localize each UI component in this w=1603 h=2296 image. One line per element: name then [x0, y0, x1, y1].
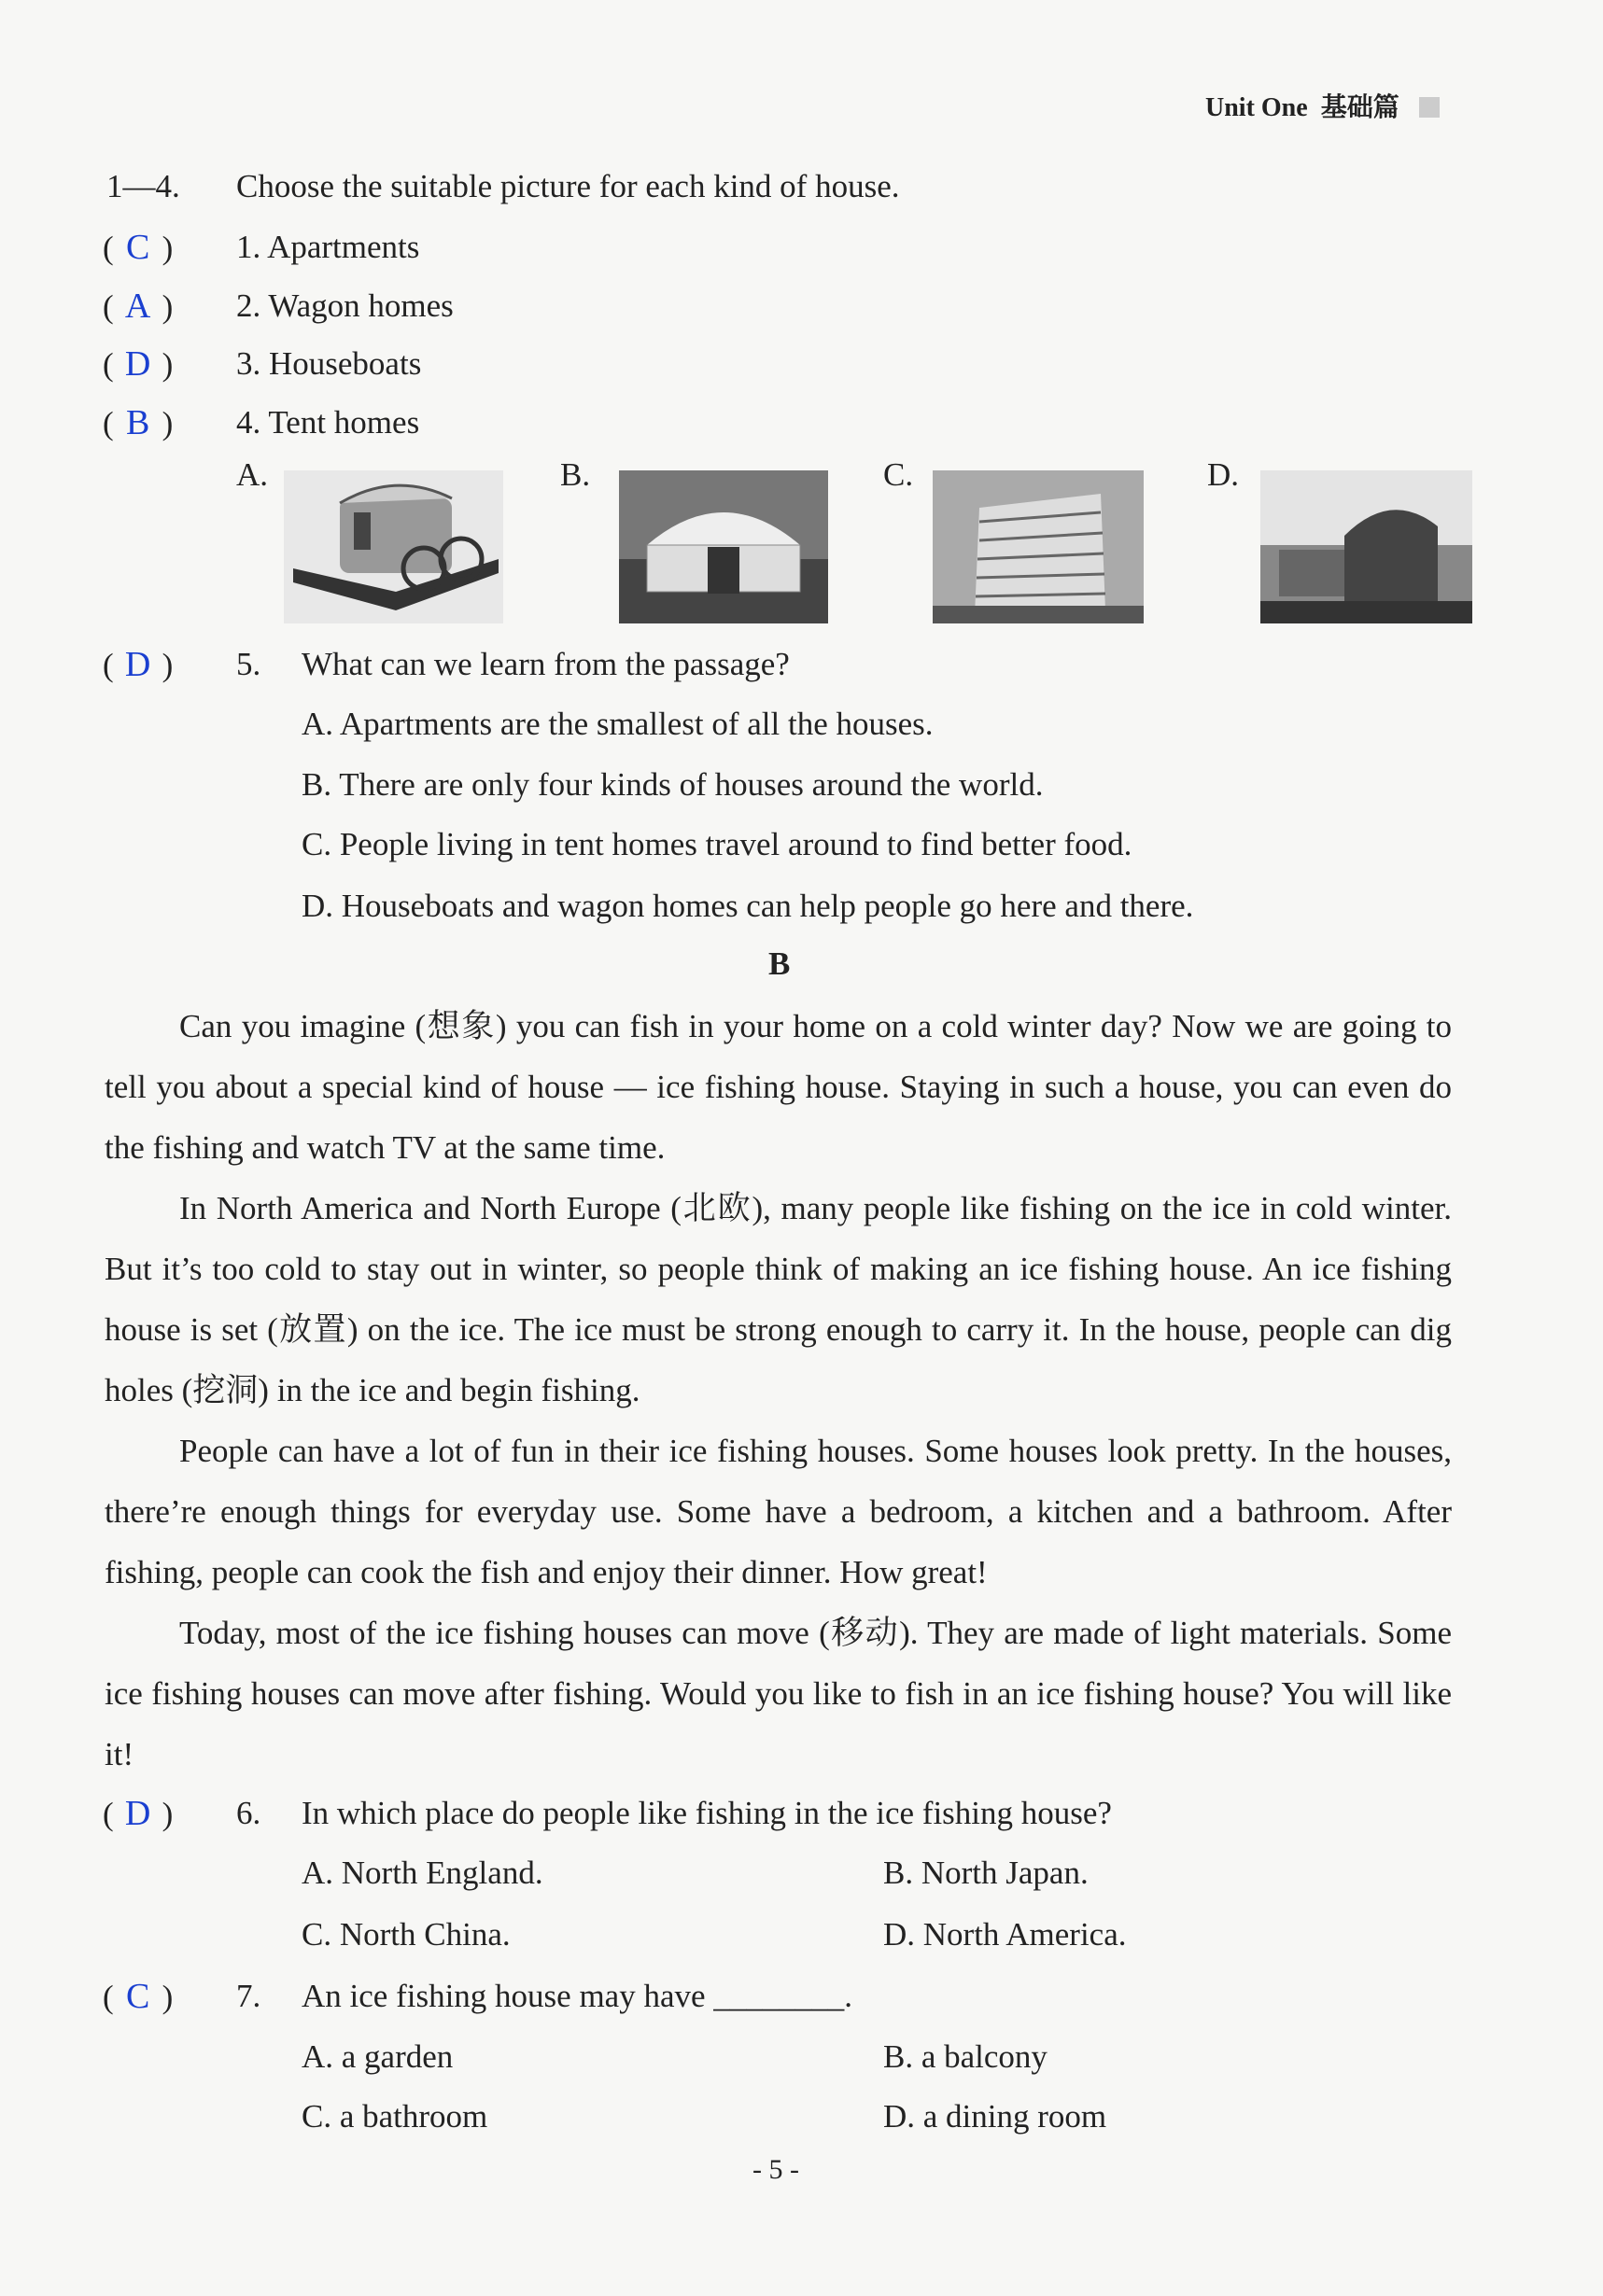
apartments-picture: [933, 470, 1144, 623]
answer-letter: D: [124, 1794, 151, 1833]
q5-option-b: B. There are only four kinds of houses around the world.: [302, 766, 1044, 803]
q7-option-c: C. a bathroom: [302, 2098, 488, 2135]
q5-option-d: D. Houseboats and wagon homes can help people go here and there.: [302, 888, 1194, 924]
answer-item-4: ( B ): [103, 403, 174, 442]
answer-item-2: ( A ): [103, 287, 174, 326]
picture-label-d: D.: [1207, 456, 1240, 493]
paragraph-3: People can have a lot of fun in their ice fishing houses. Some houses look pretty. In the houses, there’re enough things for everyday use. Some have a bedroom, a kitchen and a bathroom. After fishing, people can cook the fish and enjoy their dinner. How great!: [105, 1433, 1452, 1590]
answer-item-3: ( D ): [103, 344, 174, 384]
instruction-number: 1—4.: [106, 168, 180, 204]
item-2-text: 2. Wagon homes: [236, 287, 454, 324]
paragraph-4: Today, most of the ice fishing houses can move (移动). They are made of light materials. Some ice fishing houses can move after fishing. Would you like to fish in an ice fishing house? You will like it!: [105, 1615, 1452, 1772]
q7-option-a: A. a garden: [302, 2038, 454, 2075]
q7-number: 7.: [236, 1978, 261, 2014]
q6-option-b: B. North Japan.: [883, 1855, 1089, 1891]
q5-option-a: A. Apartments are the smallest of all the houses.: [302, 706, 934, 742]
q6-number: 6.: [236, 1795, 261, 1831]
answer-letter: A: [124, 287, 151, 326]
q7-option-d: D. a dining room: [883, 2098, 1107, 2135]
unit-title: Unit One: [1205, 93, 1308, 122]
paragraph-1: Can you imagine (想象) you can fish in your home on a cold winter day? Now we are going to tell you about a special kind of house — ice fishing house. Staying in such a house, you can even do the fishing and watch TV at the same time.: [105, 1008, 1452, 1166]
q6-option-c: C. North China.: [302, 1916, 511, 1953]
q7-text: An ice fishing house may have ________.: [302, 1978, 853, 2014]
q6-option-a: A. North England.: [302, 1855, 543, 1891]
q7-option-b: B. a balcony: [883, 2038, 1048, 2075]
page-number: - 5 -: [752, 2154, 799, 2185]
answer-q5: ( D ): [103, 645, 174, 684]
paragraph-2: In North America and North Europe (北欧), many people like fishing on the ice in cold winter. But it’s too cold to stay out in winter, so people think of making an ice fishing house. An ice fishing house is set (放置) on the ice. The ice must be strong enough to carry it. In the house, people can dig holes (挖洞) in the ice and begin fishing.: [105, 1190, 1452, 1408]
item-3-text: 3. Houseboats: [236, 345, 422, 382]
header-marker: [1419, 97, 1440, 118]
q5-text: What can we learn from the passage?: [302, 646, 790, 682]
q5-number: 5.: [236, 646, 261, 682]
answer-letter: B: [125, 403, 150, 442]
answer-letter: C: [125, 228, 150, 267]
wagon-home-picture: [284, 470, 503, 623]
item-1-text: 1. Apartments: [236, 229, 420, 265]
picture-label-b: B.: [560, 456, 591, 493]
answer-q6: ( D ): [103, 1794, 174, 1833]
instruction: Choose the suitable picture for each kind of house.: [236, 168, 900, 204]
tent-home-picture: [619, 470, 828, 623]
answer-letter: D: [124, 645, 151, 684]
section-title: 基础篇: [1320, 93, 1399, 122]
picture-label-c: C.: [883, 456, 914, 493]
answer-q7: ( C ): [103, 1977, 174, 2016]
houseboat-picture: [1260, 470, 1472, 623]
answer-letter: D: [124, 344, 151, 384]
answer-item-1: ( C ): [103, 228, 174, 267]
q5-option-c: C. People living in tent homes travel around to find better food.: [302, 826, 1132, 862]
q6-text: In which place do people like fishing in the ice fishing house?: [302, 1795, 1112, 1831]
answer-letter: C: [125, 1977, 150, 2016]
q6-option-d: D. North America.: [883, 1916, 1127, 1953]
picture-label-a: A.: [236, 456, 269, 493]
page-header: [1205, 90, 1440, 127]
item-4-text: 4. Tent homes: [236, 404, 420, 441]
section-b-heading: B: [768, 945, 791, 982]
